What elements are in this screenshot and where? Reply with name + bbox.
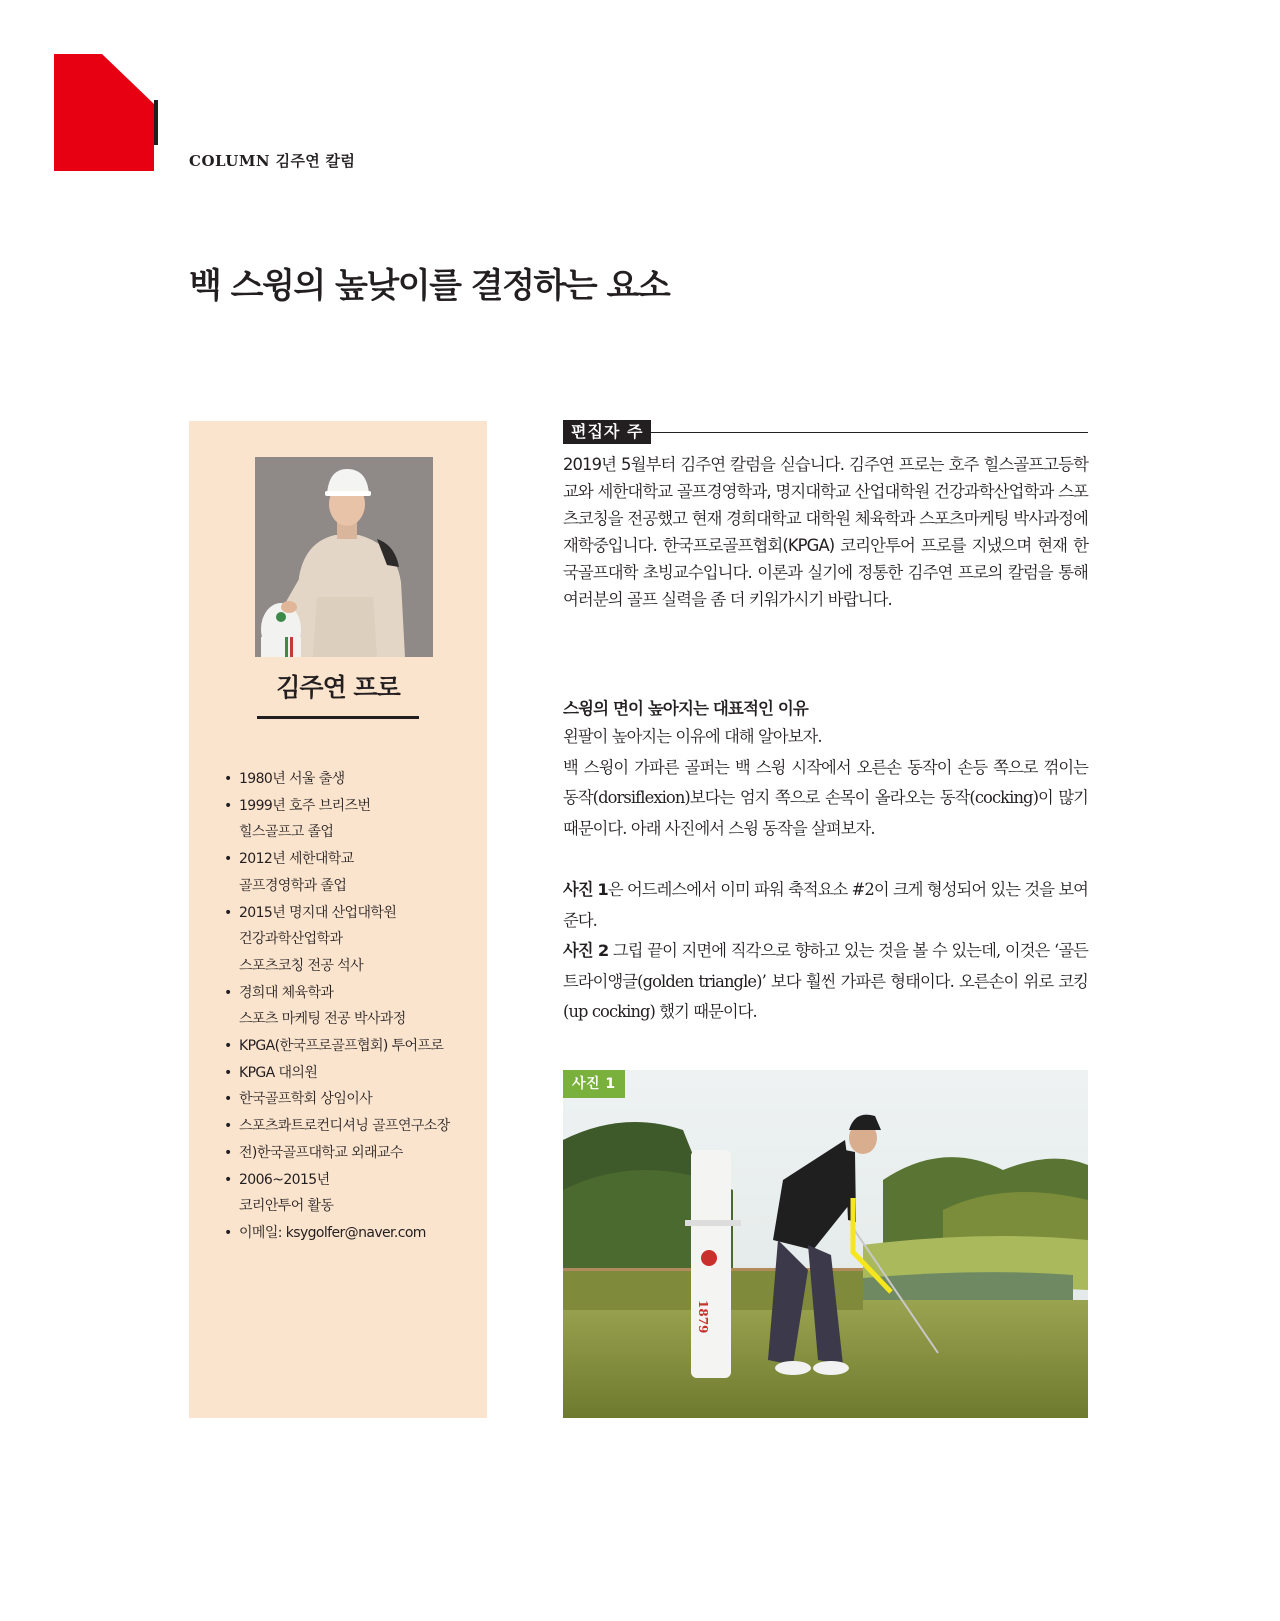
bio-item-email: • 이메일: ksygolfer@naver.com [224, 1220, 484, 1247]
photo2-lead: 사진 2 [563, 941, 609, 960]
body-text: 백 스윙이 가파른 골퍼는 백 스윙 시작에서 오른손 동작이 손등 쪽으로 꺾이는 동작(dorsiflexion)보다는 엄지 쪽으로 손목이 올라오는 동작(cocking)이 많기 때문이다. 아래 사진에서 스윙 동작을 살펴보자. [563, 757, 1088, 838]
photo1-lead: 사진 1 [563, 880, 608, 899]
section-logo-block [54, 54, 158, 171]
black-vertical-bar [154, 100, 158, 145]
author-portrait [255, 457, 433, 657]
author-bio-list [224, 766, 484, 1247]
photo1-caption [563, 875, 1088, 936]
photo-label: 사진 1 [563, 1070, 625, 1098]
bio-item: • 경희대 체육학과 스포츠 마케팅 전공 박사과정 [224, 980, 484, 1033]
red-corner-shape [54, 54, 154, 171]
bio-item: • 2012년 세한대학교 골프경영학과 졸업 [224, 846, 484, 899]
photo2-caption [563, 936, 1088, 1028]
body-intro: 왼팔이 높아지는 이유에 대해 알아보자. [563, 727, 822, 746]
column-label [189, 150, 355, 171]
section-heading: 스윙의 면이 높아지는 대표적인 이유 [563, 699, 808, 718]
page-title: 백 스윙의 높낮이를 결정하는 요소 [189, 266, 670, 306]
column-label-en: COLUMN [189, 152, 271, 170]
bio-item: • 1999년 호주 브리즈번 힐스골프고 졸업 [224, 793, 484, 846]
swing-photo-illustration [563, 1070, 1088, 1418]
bio-item: • 전)한국골프대학교 외래교수 [224, 1140, 484, 1167]
bio-item: • KPGA 대의원 [224, 1060, 484, 1087]
author-portrait-illustration [255, 457, 433, 657]
bio-item: • 2015년 명지대 산업대학원 건강과학산업학과 스포츠코칭 전공 석사 [224, 900, 484, 980]
author-name: 김주연 프로 [276, 673, 400, 702]
bio-item: • 한국골프학회 상임이사 [224, 1086, 484, 1113]
author-name-underline [257, 716, 419, 719]
photo2-text: 그립 끝이 지면에 직각으로 향하고 있는 것을 볼 수 있는데, 이것은 ‘골든 트라이앵글(golden triangle)’ 보다 훨씬 가파른 형태이다. 오른손이 위로 코킹(up cocking) 했기 때문이다. [563, 941, 1088, 1021]
editor-note-text: 2019년 5월부터 김주연 칼럼을 싣습니다. 김주연 프로는 호주 힐스골프고등학교와 세한대학교 골프경영학과, 명지대학교 산업대학원 건강과학산업학과 스포츠코칭을 전공했고 현재 경희대학교 대학원 체육학과 스포츠마케팅 박사과정에 재학중입니다. 한국프로골프협회(KPGA) 코리안투어 프로를 지냈으며 현재 한국골프대학 초빙교수입니다. 이론과 실기에 정통한 김주연 프로의 칼럼을 통해 여러분의 골프 실력을 좀 더 키워가시기 바랍니다. [563, 455, 1088, 609]
bio-item: • KPGA(한국프로골프협회) 투어프로 [224, 1033, 484, 1060]
bio-item: • 스포츠콰트로컨디셔닝 골프연구소장 [224, 1113, 484, 1140]
body-paragraph [563, 722, 1088, 844]
bag-number: 1879 [696, 1300, 710, 1334]
editor-note-label: 편집자 주 [563, 420, 651, 444]
column-label-ko: 김주연 칼럼 [275, 152, 356, 170]
bio-item: • 1980년 서울 출생 [224, 766, 484, 793]
bio-item: • 2006~2015년 코리안투어 활동 [224, 1167, 484, 1220]
photo1-text: 은 어드레스에서 이미 파워 축적요소 #2이 크게 형성되어 있는 것을 보여준다. [563, 880, 1088, 930]
swing-photo-1 [563, 1070, 1088, 1418]
